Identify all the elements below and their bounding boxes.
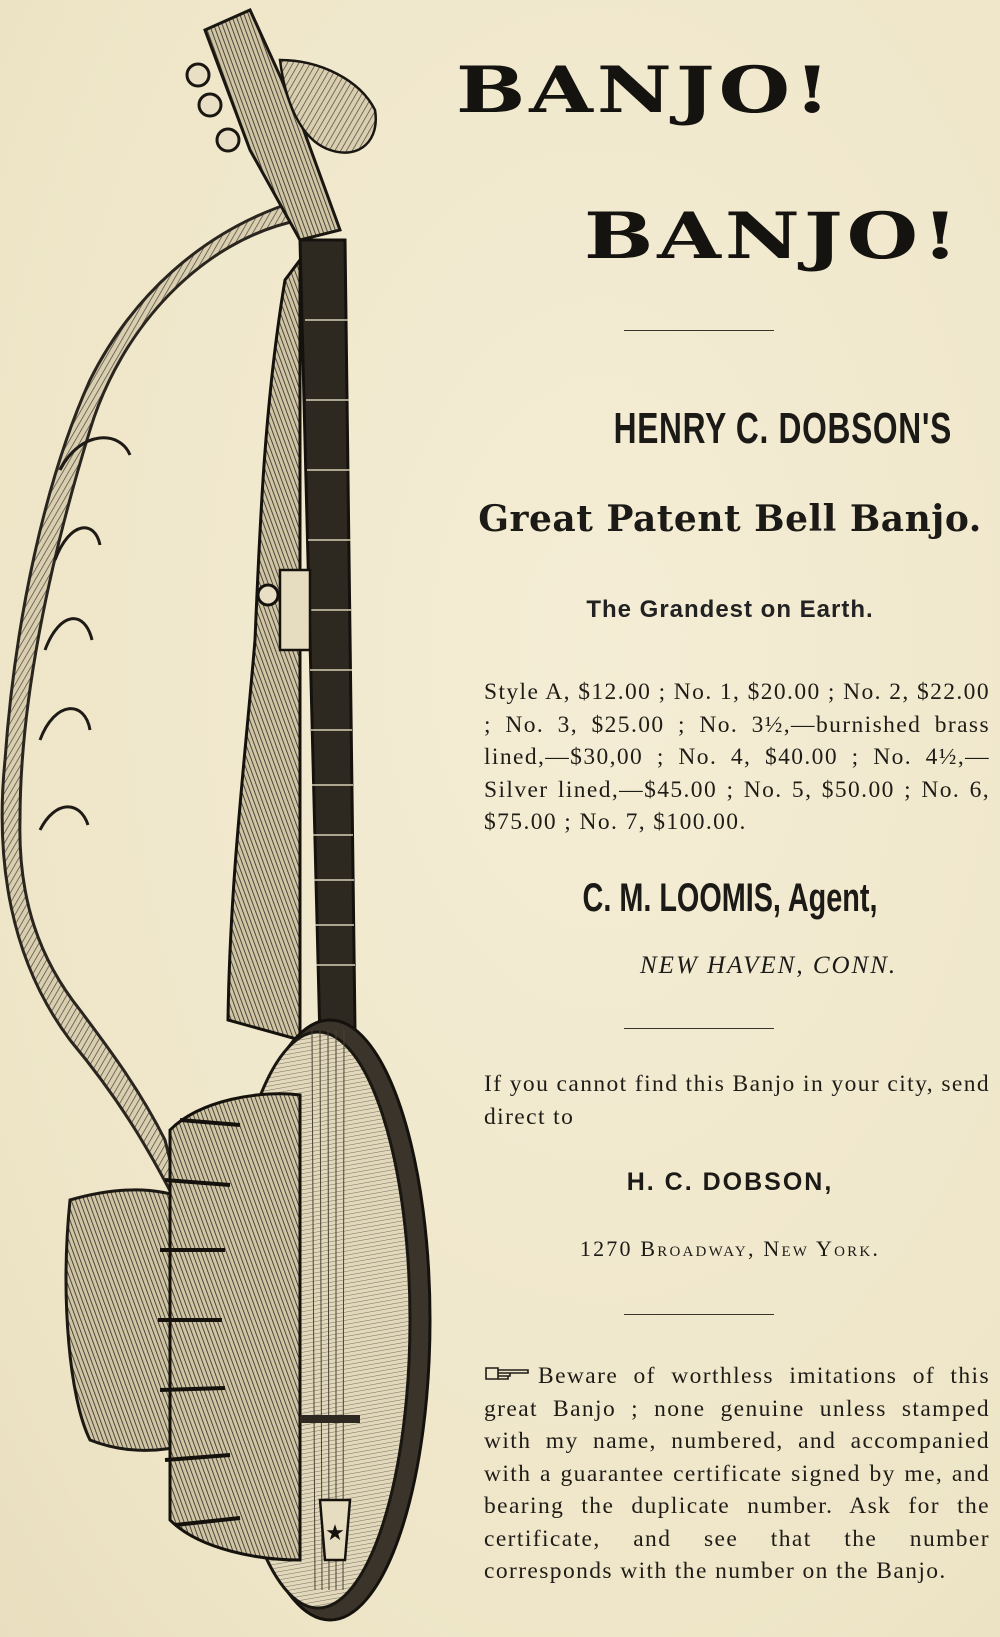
product-name: Great Patent Bell Banjo. — [478, 498, 982, 540]
divider — [624, 1028, 774, 1029]
agent-location: NEW HAVEN, CONN. — [640, 952, 898, 979]
advertisement-text — [456, 0, 990, 1637]
banjo-headstock — [187, 10, 376, 240]
dobson-address: 1270 Broadway, New York. — [579, 1236, 881, 1261]
banjo-illustration — [0, 0, 470, 1637]
warning-notice — [484, 1360, 990, 1588]
divider — [624, 330, 774, 331]
svg-text:★: ★ — [325, 1521, 345, 1546]
tagline: The Grandest on Earth. — [586, 596, 874, 623]
agent-name: C. M. LOOMIS, Agent, — [582, 876, 878, 920]
banjo-neck — [228, 240, 355, 1040]
divider — [624, 1314, 774, 1315]
price-list: Style A, $12.00 ; No. 1, $20.00 ; No. 2, $22.00 ; No. 3, $25.00 ; No. 3½,—burnished brass lined,—$30,00 ; No. 4, $40.00 ; No. 4½,—Silver lined,—$45.00 ; No. 5, $50.00 ; No. 6, $75.00 ; No. 7, $100.00. — [484, 679, 990, 835]
dobson-name: H. C. DOBSON, — [626, 1168, 834, 1196]
direct-order-text: If you cannot find this Banjo in your city, send direct to — [484, 1071, 990, 1130]
banjo-body — [158, 1020, 430, 1620]
warning-text: Beware of worthless imitations of this great Banjo ; none genuine unless stamped with my name, numbered, and accompanied with a guarantee certificate signed by me, and bearing the duplicate number. Ask for the certificate, and see that the number corresponds with the number on the Banjo. — [484, 1363, 990, 1584]
headline-banjo-2: BANJO! — [584, 198, 963, 274]
pointing-hand-icon — [484, 1363, 532, 1383]
maker-name: HENRY C. DOBSON'S — [613, 404, 952, 453]
headline-banjo-1: BANJO! — [456, 52, 835, 128]
